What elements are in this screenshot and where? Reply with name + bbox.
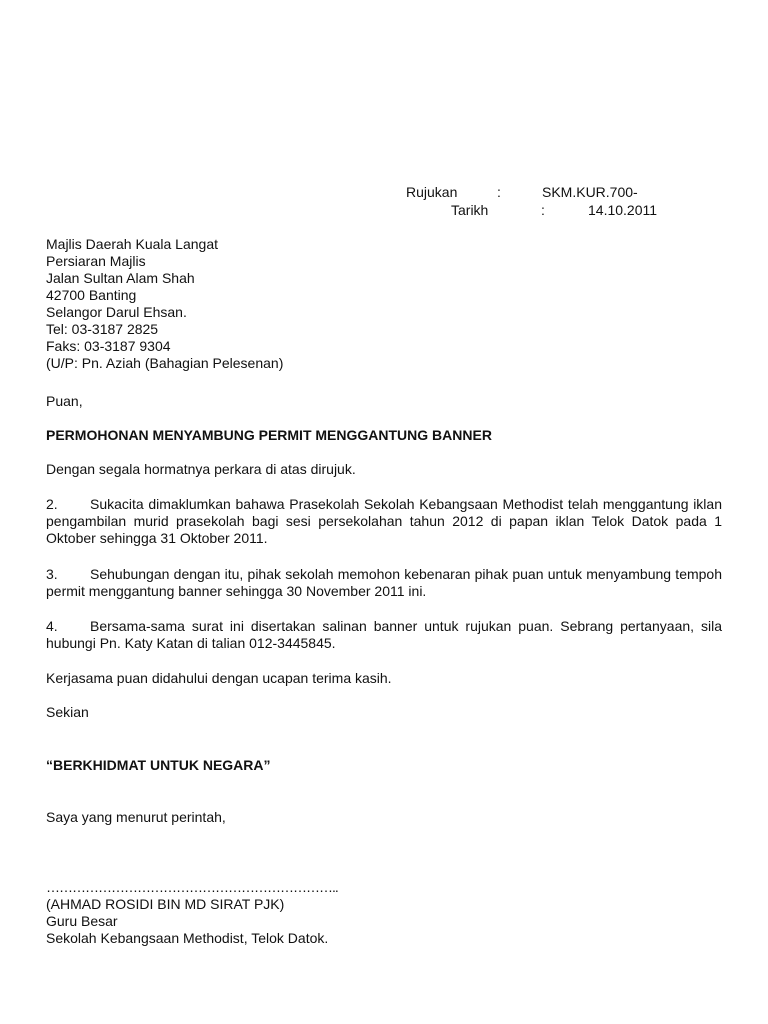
recipient-line: Persiaran Majlis: [46, 253, 146, 269]
paragraph-3: [46, 566, 722, 600]
paragraph-number: 2.: [46, 496, 58, 512]
recipient-address: [46, 236, 722, 372]
order-line: Saya yang menurut perintah,: [46, 809, 226, 825]
paragraph-4: [46, 618, 722, 652]
paragraph-number: 3.: [46, 566, 58, 582]
paragraph-text: Sukacita dimaklumkan bahawa Prasekolah Sekolah Kebangsaan Methodist telah menggantung iklan pengambilan murid prasekolah bagi sesi persekolahan tahun 2012 di papan iklan Telok Datok pada 1 Oktober sehingga 31 Oktober 2011.: [46, 496, 722, 546]
paragraph-2: [46, 496, 722, 547]
signatory-title: Guru Besar: [46, 913, 118, 929]
paragraph-number: 4.: [46, 618, 58, 634]
recipient-line: Majlis Daerah Kuala Langat: [46, 236, 218, 252]
sekian-line: Sekian: [46, 704, 89, 720]
salutation: Puan,: [46, 393, 83, 409]
recipient-line: Tel: 03-3187 2825: [46, 321, 159, 337]
opening-line: Dengan segala hormatnya perkara di atas dirujuk.: [46, 461, 356, 477]
recipient-line: Selangor Darul Ehsan.: [46, 304, 187, 320]
signature-dots: …………………………………………………………..: [46, 879, 338, 895]
paragraph-text: Sehubungan dengan itu, pihak sekolah memohon kebenaran pihak puan untuk menyambung tempoh permit menggantung banner sehingga 30 November 2011 ini.: [46, 566, 722, 599]
recipient-line: (U/P: Pn. Aziah (Bahagian Pelesenan): [46, 355, 284, 371]
motto: “BERKHIDMAT UNTUK NEGARA”: [46, 757, 271, 773]
subject-heading: PERMOHONAN MENYAMBUNG PERMIT MENGGANTUNG BANNER: [46, 427, 492, 443]
recipient-line: Jalan Sultan Alam Shah: [46, 270, 195, 286]
tarikh-separator: :: [541, 202, 545, 218]
recipient-line: Faks: 03-3187 9304: [46, 338, 171, 354]
signature-block: [46, 879, 722, 947]
signatory-name: (AHMAD ROSIDI BIN MD SIRAT PJK): [46, 896, 285, 912]
closing-thanks: Kerjasama puan didahului dengan ucapan terima kasih.: [46, 670, 392, 686]
rujukan-value: SKM.KUR.700-: [542, 184, 638, 200]
rujukan-separator: :: [497, 184, 501, 200]
recipient-line: 42700 Banting: [46, 287, 137, 303]
tarikh-label: Tarikh: [451, 202, 489, 218]
rujukan-label: Rujukan: [406, 184, 458, 200]
paragraph-text: Bersama-sama surat ini disertakan salinan banner untuk rujukan puan. Sebrang pertanyaan, sila hubungi Pn. Katy Katan di talian 012-3445845.: [46, 618, 722, 651]
tarikh-value: 14.10.2011: [588, 202, 658, 218]
signatory-school: Sekolah Kebangsaan Methodist, Telok Datok.: [46, 930, 329, 946]
